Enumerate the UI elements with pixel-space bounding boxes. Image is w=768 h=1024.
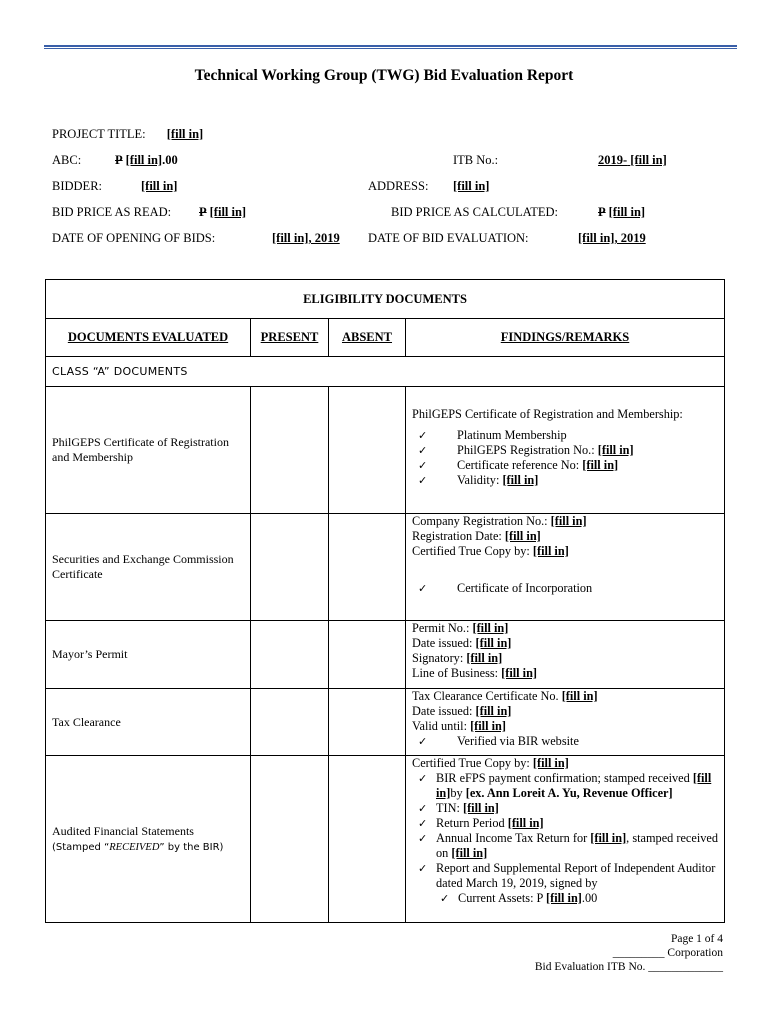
header-rule	[44, 45, 737, 49]
fill-field[interactable]: [fill in]	[436, 771, 712, 800]
fill-field[interactable]: [fill in]	[504, 529, 541, 543]
present-cell[interactable]	[251, 756, 329, 923]
abc-value[interactable]	[115, 153, 178, 168]
footer-bid-evaluation: Bid Evaluation ITB No. _____________	[534, 961, 723, 973]
mayor-line4: Line of Business:	[412, 666, 502, 680]
findings-tax	[406, 689, 725, 756]
fill-field[interactable]: [fill in]	[472, 621, 509, 635]
table-heading: ELIGIBILITY DOCUMENTS	[46, 280, 725, 319]
checklist-item	[412, 458, 718, 473]
col-findings: FINDINGS/REMARKS	[406, 319, 725, 357]
bid-calc-label: BID PRICE AS CALCULATED:	[391, 205, 559, 219]
table-row	[46, 621, 725, 689]
fill-field[interactable]: [fill in]	[582, 458, 619, 472]
project-title-value[interactable]: [fill in]	[166, 127, 204, 141]
abc-fill: [fill in]	[125, 153, 163, 167]
afs-efps-a: BIR eFPS payment confirmation; stamped received	[436, 771, 693, 785]
fill-field[interactable]: [fill in]	[550, 514, 587, 528]
fill-field[interactable]: [fill in]	[532, 544, 569, 558]
present-cell[interactable]	[251, 689, 329, 756]
project-title-field	[52, 127, 203, 142]
fill-field[interactable]: [fill in]	[462, 801, 499, 815]
afs-sub-em: RECEIVED	[109, 841, 160, 853]
address-fill: [fill in]	[453, 179, 490, 193]
absent-cell[interactable]	[329, 514, 406, 621]
checklist-item	[412, 861, 718, 891]
evaluation-year: , 2019	[614, 231, 646, 245]
table-row	[46, 514, 725, 621]
fill-field[interactable]: [fill in]	[501, 666, 538, 680]
sec-line3-label: Certified True Copy by:	[412, 544, 533, 558]
sec-line1	[412, 514, 718, 529]
present-cell[interactable]	[251, 387, 329, 514]
afs-efps-b: by	[450, 786, 466, 800]
bidder-label: BIDDER:	[52, 179, 102, 193]
afs-efps-c: [ex. Ann Loreit A. Yu, Revenue Officer]	[465, 786, 673, 800]
checklist-item	[412, 771, 718, 801]
present-cell[interactable]	[251, 621, 329, 689]
afs-itr-a: Annual Income Tax Return for	[436, 831, 591, 845]
fill-field[interactable]: [fill in]	[561, 689, 598, 703]
bid-calc-value[interactable]	[598, 205, 645, 220]
checklist-item	[412, 831, 718, 861]
checklist-item	[412, 816, 718, 831]
checklist-item	[412, 734, 718, 749]
sec-line3	[412, 544, 718, 559]
checklist-item	[412, 428, 718, 443]
fill-field[interactable]: [fill in]	[502, 473, 539, 487]
page-title: Technical Working Group (TWG) Bid Evaluation Report	[194, 67, 574, 84]
afs-assets-a: Current Assets: P	[458, 891, 547, 905]
project-title-label: PROJECT TITLE:	[52, 127, 146, 141]
abc-suffix: .00	[162, 153, 178, 167]
mayor-line2: Date issued:	[412, 636, 476, 650]
itb-fill: [fill in]	[630, 153, 667, 167]
bidder-fill: [fill in]	[141, 179, 178, 193]
checklist-item	[412, 891, 718, 906]
opening-fill: [fill in]	[272, 231, 309, 245]
peso-sign: P	[199, 205, 207, 219]
fill-field[interactable]: [fill in]	[470, 719, 506, 733]
philgeps-item3: Certificate reference No:	[457, 458, 583, 472]
afs-tin: TIN:	[436, 801, 463, 815]
table-heading-row	[46, 280, 725, 319]
fill-field[interactable]: [fill in]	[532, 756, 569, 770]
checklist-item	[412, 801, 718, 816]
address-value[interactable]	[453, 179, 489, 194]
evaluation-date-value[interactable]	[578, 231, 646, 246]
fill-field[interactable]: [fill in]	[475, 636, 512, 650]
absent-cell[interactable]	[329, 387, 406, 514]
evaluation-fill: [fill in]	[578, 231, 615, 245]
col-present: PRESENT	[251, 319, 329, 357]
afs-report: Report and Supplemental Report of Independent Auditor dated March 19, 2019, signed by	[436, 861, 716, 890]
col-documents: DOCUMENTS EVALUATED	[46, 319, 251, 357]
itb-value[interactable]	[598, 153, 667, 168]
findings-philgeps	[406, 387, 725, 514]
column-header-row	[46, 319, 725, 357]
findings-mayor	[406, 621, 725, 689]
bid-calc-fill: [fill in]	[608, 205, 646, 219]
doc-philgeps: PhilGEPS Certificate of Registration and Membership	[46, 387, 251, 514]
col-absent: ABSENT	[329, 319, 406, 357]
philgeps-item4: Validity:	[457, 473, 503, 487]
table-row	[46, 689, 725, 756]
tax-line3: Valid until:	[412, 719, 471, 733]
afs-sub-pre: (Stamped “	[52, 841, 110, 853]
bid-read-label: BID PRICE AS READ:	[52, 205, 172, 219]
afs-period: Return Period	[436, 816, 508, 830]
fill-field[interactable]: [fill in]	[507, 816, 544, 830]
fill-field[interactable]: [fill in]	[451, 846, 488, 860]
absent-cell[interactable]	[329, 689, 406, 756]
tax-item1: Verified via BIR website	[457, 734, 579, 748]
address-label: ADDRESS:	[368, 179, 429, 193]
philgeps-header: PhilGEPS Certificate of Registration and Membership:	[412, 407, 683, 421]
afs-name: Audited Financial Statements	[52, 823, 194, 838]
present-cell[interactable]	[251, 514, 329, 621]
page-number: Page 1 of 4	[670, 933, 723, 945]
abc-label: ABC:	[52, 153, 82, 167]
fill-field[interactable]: [fill in]	[590, 831, 627, 845]
table-row	[46, 387, 725, 514]
philgeps-item1: Platinum Membership	[457, 428, 567, 442]
bid-read-fill: [fill in]	[209, 205, 247, 219]
eligibility-table	[45, 279, 725, 923]
itb-label: ITB No.:	[453, 153, 499, 167]
checklist-item	[412, 581, 718, 596]
table-row	[46, 756, 725, 923]
footer-corporation: _________ Corporation	[612, 947, 723, 959]
findings-afs	[406, 756, 725, 923]
peso-sign: P	[598, 205, 606, 219]
fill-field[interactable]: [fill in]	[546, 891, 582, 905]
findings-sec	[406, 514, 725, 621]
class-a-label: CLASS “A” DOCUMENTS	[46, 357, 725, 387]
afs-sub-post: ” by the BIR)	[159, 841, 224, 853]
peso-sign: P	[115, 153, 123, 167]
sec-item1: Certificate of Incorporation	[457, 581, 593, 595]
doc-tax-clearance: Tax Clearance	[46, 689, 251, 756]
fill-field[interactable]: [fill in]	[466, 651, 503, 665]
mayor-line3: Signatory:	[412, 651, 467, 665]
doc-afs	[46, 756, 251, 923]
bidder-value[interactable]	[141, 179, 177, 194]
afs-subtitle	[52, 842, 223, 853]
sec-line2	[412, 529, 718, 544]
sec-line2-label: Registration Date:	[412, 529, 505, 543]
doc-mayors-permit: Mayor’s Permit	[46, 621, 251, 689]
doc-sec: Securities and Exchange Commission Certificate	[46, 514, 251, 621]
itb-prefix: 2019-	[598, 153, 628, 167]
absent-cell[interactable]	[329, 756, 406, 923]
opening-date-value[interactable]	[272, 231, 340, 246]
evaluation-date-label: DATE OF BID EVALUATION:	[368, 231, 529, 245]
tax-line1: Tax Clearance Certificate No.	[412, 689, 562, 703]
mayor-line1: Permit No.:	[412, 621, 473, 635]
checklist-item	[412, 443, 718, 458]
tax-line2: Date issued:	[412, 704, 476, 718]
philgeps-item2: PhilGEPS Registration No.:	[457, 443, 598, 457]
fill-field[interactable]: [fill in]	[597, 443, 634, 457]
bid-read-value[interactable]	[199, 205, 246, 220]
sec-line1-label: Company Registration No.:	[412, 514, 551, 528]
afs-itr-b: , stamped received on	[436, 831, 719, 860]
checklist-item	[412, 473, 718, 488]
afs-assets-b: .00	[581, 891, 598, 905]
class-a-row	[46, 357, 725, 387]
opening-year: , 2019	[308, 231, 340, 245]
fill-field[interactable]: [fill in]	[475, 704, 512, 718]
opening-date-label: DATE OF OPENING OF BIDS:	[52, 231, 216, 245]
page-footer	[535, 932, 723, 974]
absent-cell[interactable]	[329, 621, 406, 689]
afs-line1: Certified True Copy by:	[412, 756, 533, 770]
